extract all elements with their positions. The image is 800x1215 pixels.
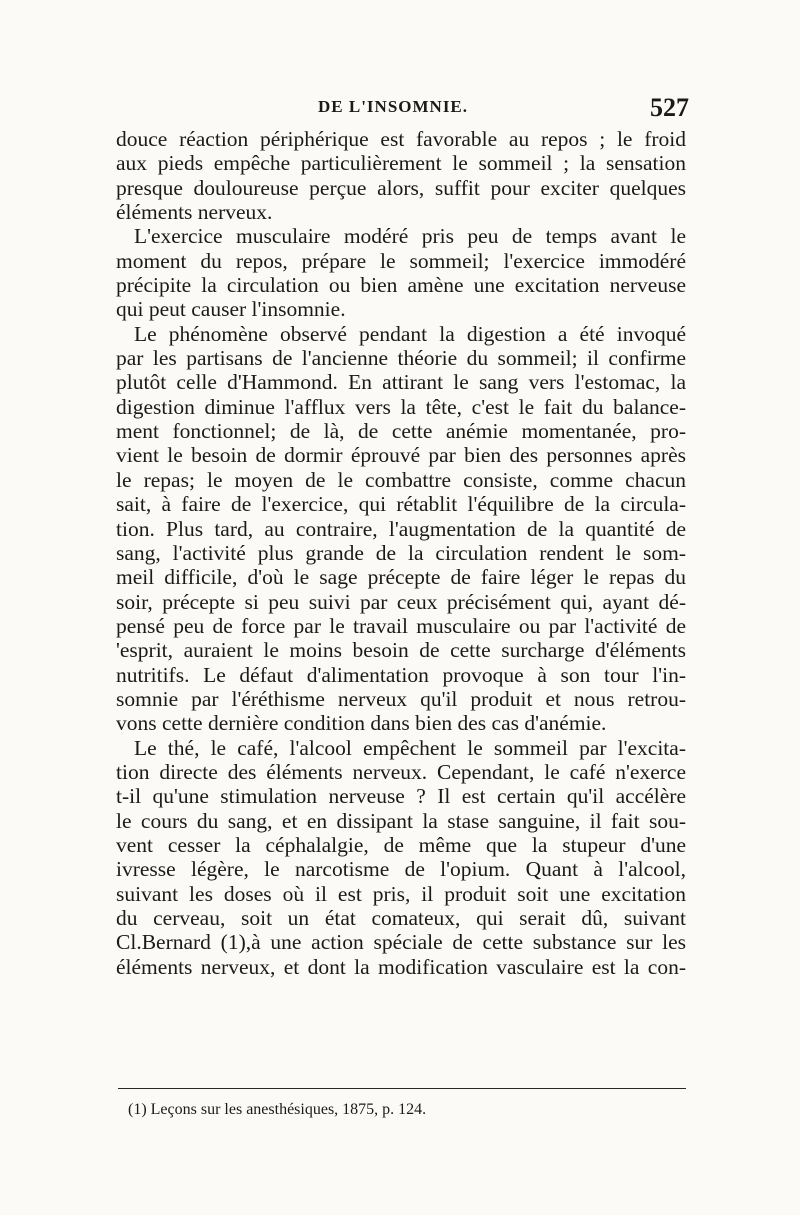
text-line: ivresse légère, le narcotisme de l'opium. Quant à l'alcool,: [116, 857, 686, 882]
text-line: Le phénomène observé pendant la digestion a été invoqué: [134, 321, 686, 346]
text-line: tion. Plus tard, au contraire, l'augmentation de la quantité de: [116, 516, 686, 541]
text-line: tion directe des éléments nerveux. Cependant, le café n'exerce: [116, 759, 686, 784]
text-line: t-il qu'une stimulation nerveuse ? Il est certain qu'il accélère: [116, 784, 686, 809]
text-line: pensé peu de force par le travail musculaire ou par l'activité de: [116, 613, 686, 638]
text-line: aux pieds empêche particulièrement le sommeil ; la sensation: [116, 151, 686, 176]
text-line: vent cesser la céphalalgie, de même que la stupeur d'une: [116, 832, 686, 857]
text-line: du cerveau, soit un état comateux, qui serait dû, suivant: [116, 906, 686, 930]
text-line: sait, à faire de l'exercice, qui rétablit l'équilibre de la circula-: [116, 492, 686, 517]
text-line: éléments nerveux, et dont la modification vasculaire est la con-: [116, 954, 686, 979]
text-line: plutôt celle d'Hammond. En attirant le sang vers l'estomac, la: [116, 370, 686, 395]
text-line: précipite la circulation ou bien amène une excitation nerveuse: [116, 273, 686, 298]
text-line: vons cette dernière condition dans bien des cas d'anémie.: [116, 711, 607, 736]
running-title: DE L'INSOMNIE.: [318, 97, 469, 116]
text-line: L'exercice musculaire modéré pris peu de temps avant le: [134, 224, 686, 249]
text-line: meil difficile, d'où le sage précepte de faire léger le repas du: [116, 565, 686, 590]
text-line: 'esprit, auraient le moins besoin de cette surcharge d'éléments: [116, 638, 686, 663]
text-line: qui peut causer l'insomnie.: [116, 297, 346, 322]
text-line: nutritifs. Le défaut d'alimentation provoque à son tour l'in-: [116, 662, 686, 687]
text-line: somnie par l'éréthisme nerveux qu'il produit et nous retrou-: [116, 686, 686, 711]
text-line: par les partisans de l'ancienne théorie du sommeil; il confirme: [116, 346, 686, 371]
text-line: le repas; le moyen de le combattre consiste, comme chacun: [116, 467, 686, 492]
text-line: moment du repos, prépare le sommeil; l'exercice immodéré: [116, 248, 686, 273]
text-line: soir, précepte si peu suivi par ceux précisément qui, ayant dé-: [116, 589, 686, 614]
footnote-rule: [118, 1088, 686, 1089]
running-head: [0, 93, 800, 123]
text-line: éléments nerveux.: [116, 200, 273, 225]
text-line: le cours du sang, et en dissipant la stase sanguine, il fait sou-: [116, 808, 686, 833]
text-line: Cl.Bernard (1),à une action spéciale de cette substance sur les: [116, 930, 686, 955]
footnote: (1) Leçons sur les anesthésiques, 1875, p. 124.: [128, 1101, 427, 1118]
text-line: douce réaction périphérique est favorable au repos ; le froid: [116, 127, 686, 151]
text-line: sang, l'activité plus grande de la circulation rendent le som-: [116, 540, 686, 565]
page-number: 527: [650, 93, 689, 122]
text-line: ment fonctionnel; de là, de cette anémie momentanée, pro-: [116, 419, 686, 444]
text-line: vient le besoin de dormir éprouvé par bien des personnes après: [116, 443, 686, 468]
text-line: digestion diminue l'afflux vers la tête, c'est le fait du balance-: [116, 394, 686, 419]
body-text: [116, 127, 686, 979]
text-line: Le thé, le café, l'alcool empêchent le sommeil par l'excita-: [134, 735, 686, 760]
text-line: presque douloureuse perçue alors, suffit pour exciter quelques: [116, 175, 686, 200]
text-line: suivant les doses où il est pris, il produit soit une excitation: [116, 881, 686, 906]
